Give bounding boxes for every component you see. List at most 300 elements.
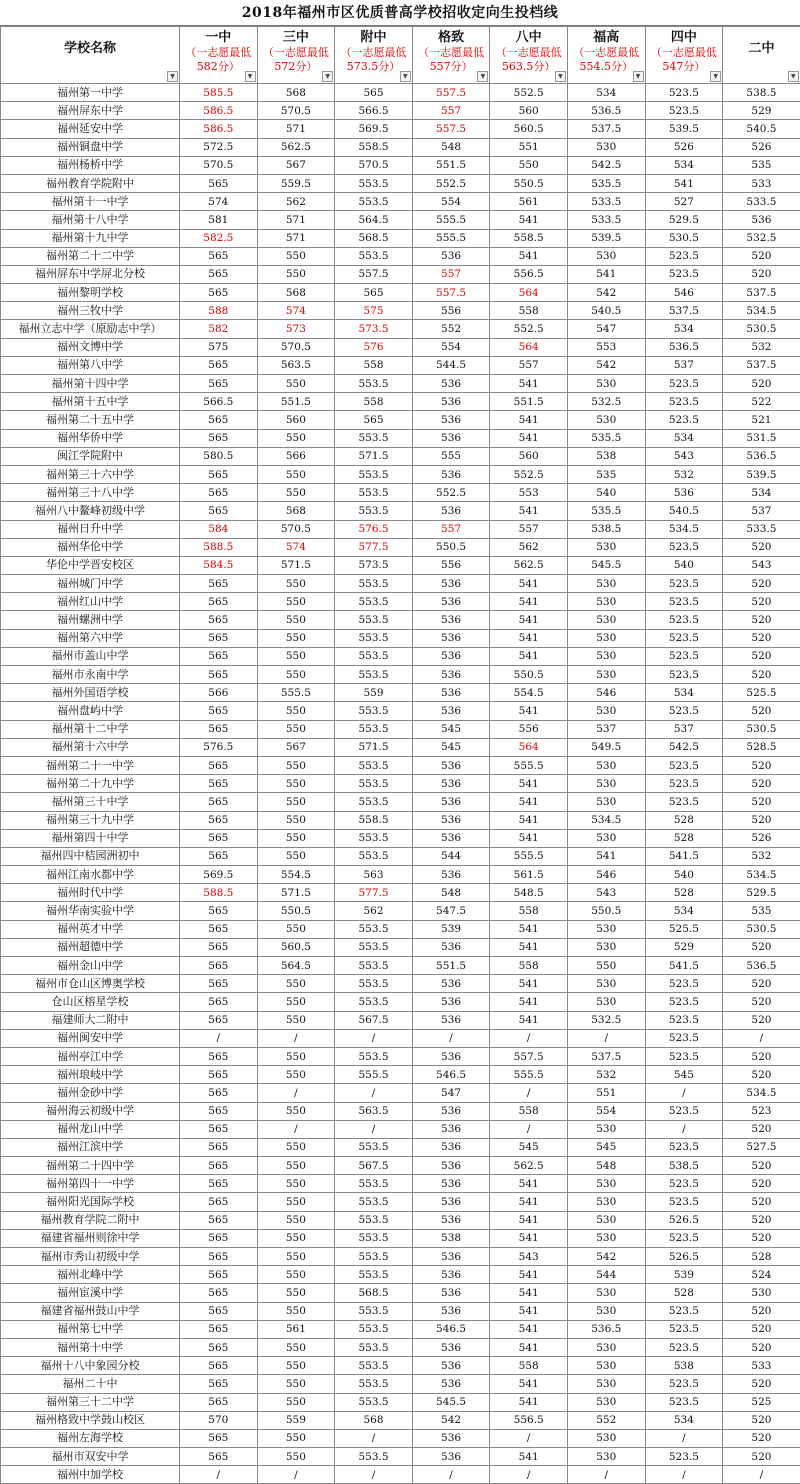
score-cell[interactable]: 553.5 <box>335 1266 413 1284</box>
score-cell[interactable]: 550 <box>257 593 335 611</box>
school-name-cell[interactable]: 福州第七中学 <box>1 1320 180 1338</box>
score-cell[interactable]: 537 <box>723 502 800 520</box>
score-cell[interactable]: 550 <box>257 1375 335 1393</box>
score-cell[interactable]: 523.5 <box>645 1375 723 1393</box>
score-cell[interactable]: 531.5 <box>723 429 800 447</box>
school-name-cell[interactable]: 福州文博中学 <box>1 338 180 356</box>
score-cell[interactable]: 541 <box>490 775 568 793</box>
school-name-cell[interactable]: 福州琅岐中学 <box>1 1066 180 1084</box>
score-cell[interactable]: 546.5 <box>412 1066 490 1084</box>
score-cell[interactable]: 561.5 <box>490 866 568 884</box>
school-name-cell[interactable]: 福州城门中学 <box>1 575 180 593</box>
score-cell[interactable]: 520 <box>723 647 800 665</box>
score-cell[interactable]: 541 <box>490 1393 568 1411</box>
score-cell[interactable]: 560 <box>490 102 568 120</box>
school-name-cell[interactable]: 福州海云初级中学 <box>1 1102 180 1120</box>
score-cell[interactable]: 546.5 <box>412 1320 490 1338</box>
score-cell[interactable]: 520 <box>723 1338 800 1356</box>
score-cell[interactable]: 553.5 <box>335 1193 413 1211</box>
school-name-cell[interactable]: 福州中加学校 <box>1 1466 180 1484</box>
score-cell[interactable]: 532 <box>645 465 723 483</box>
school-name-cell[interactable]: 福州第十一中学 <box>1 193 180 211</box>
score-cell[interactable]: 553.5 <box>335 720 413 738</box>
score-cell[interactable]: 520 <box>723 1193 800 1211</box>
school-name-cell[interactable]: 福州第三十八中学 <box>1 484 180 502</box>
school-name-cell[interactable]: 福州亭江中学 <box>1 1047 180 1065</box>
school-name-cell[interactable]: 福州螺洲中学 <box>1 611 180 629</box>
score-cell[interactable]: 540.5 <box>645 502 723 520</box>
score-cell[interactable]: 557 <box>490 356 568 374</box>
column-header-school[interactable] <box>1 27 180 84</box>
score-cell[interactable]: 573 <box>257 320 335 338</box>
score-cell[interactable]: 536 <box>412 702 490 720</box>
score-cell[interactable]: 522 <box>723 393 800 411</box>
score-cell[interactable]: 550 <box>257 756 335 774</box>
score-cell[interactable]: 553.5 <box>335 829 413 847</box>
score-cell[interactable]: 570.5 <box>257 102 335 120</box>
score-cell[interactable]: 534.5 <box>723 866 800 884</box>
score-cell[interactable]: 553.5 <box>335 957 413 975</box>
score-cell[interactable]: 536 <box>412 393 490 411</box>
score-cell[interactable]: 535.5 <box>567 174 645 192</box>
score-cell[interactable]: 553.5 <box>335 666 413 684</box>
score-cell[interactable]: 550 <box>257 1157 335 1175</box>
score-cell[interactable]: 538 <box>645 1357 723 1375</box>
column-header-1[interactable] <box>180 27 258 84</box>
score-cell[interactable]: 536 <box>412 575 490 593</box>
score-cell[interactable]: 553.5 <box>335 647 413 665</box>
score-cell[interactable]: 541 <box>490 375 568 393</box>
score-cell[interactable]: 520 <box>723 538 800 556</box>
school-name-cell[interactable]: 福州八中鳌峰初级中学 <box>1 502 180 520</box>
score-cell[interactable]: 523.5 <box>645 647 723 665</box>
score-cell[interactable]: 562 <box>257 193 335 211</box>
score-cell[interactable]: 530 <box>567 1429 645 1447</box>
score-cell[interactable]: 555 <box>412 447 490 465</box>
score-cell[interactable]: 536 <box>412 1011 490 1029</box>
score-cell[interactable]: 520 <box>723 793 800 811</box>
score-cell[interactable]: 567 <box>257 156 335 174</box>
score-cell[interactable]: 540 <box>567 484 645 502</box>
score-cell[interactable]: 550 <box>257 1011 335 1029</box>
score-cell[interactable]: 565 <box>180 1047 258 1065</box>
score-cell[interactable]: 565 <box>180 1138 258 1156</box>
score-cell[interactable]: 547 <box>567 320 645 338</box>
score-cell[interactable]: 562.5 <box>490 556 568 574</box>
score-cell[interactable]: 561 <box>257 1320 335 1338</box>
score-cell[interactable]: 565 <box>180 647 258 665</box>
score-cell[interactable]: / <box>412 1029 490 1047</box>
score-cell[interactable]: 536 <box>412 1375 490 1393</box>
school-name-cell[interactable]: 福州闽安中学 <box>1 1029 180 1047</box>
score-cell[interactable]: 586.5 <box>180 120 258 138</box>
score-cell[interactable]: 550 <box>257 429 335 447</box>
score-cell[interactable]: 574 <box>180 193 258 211</box>
score-cell[interactable]: 550 <box>257 1302 335 1320</box>
score-cell[interactable]: 532.5 <box>567 393 645 411</box>
score-cell[interactable]: 558 <box>490 902 568 920</box>
school-name-cell[interactable]: 福州龙山中学 <box>1 1120 180 1138</box>
score-cell[interactable]: 541 <box>490 411 568 429</box>
score-cell[interactable]: 530.5 <box>645 229 723 247</box>
score-cell[interactable]: 520 <box>723 975 800 993</box>
score-cell[interactable]: 532.5 <box>567 1011 645 1029</box>
score-cell[interactable]: 565 <box>180 575 258 593</box>
score-cell[interactable]: 536 <box>412 429 490 447</box>
school-name-cell[interactable]: 福州第二十四中学 <box>1 1157 180 1175</box>
score-cell[interactable]: 539.5 <box>723 465 800 483</box>
score-cell[interactable]: 548 <box>412 884 490 902</box>
score-cell[interactable]: 550 <box>257 1175 335 1193</box>
score-cell[interactable]: 520 <box>723 1320 800 1338</box>
score-cell[interactable]: 565 <box>180 775 258 793</box>
score-cell[interactable]: 553 <box>567 338 645 356</box>
score-cell[interactable]: 565 <box>180 938 258 956</box>
score-cell[interactable]: 550 <box>257 1429 335 1447</box>
score-cell[interactable]: 573.5 <box>335 556 413 574</box>
score-cell[interactable]: 523.5 <box>645 629 723 647</box>
score-cell[interactable]: 550 <box>257 1229 335 1247</box>
score-cell[interactable]: 536 <box>412 1175 490 1193</box>
score-cell[interactable]: 540 <box>645 556 723 574</box>
score-cell[interactable]: 530 <box>567 1448 645 1466</box>
filter-dropdown-icon[interactable]: ▼ <box>167 71 178 82</box>
score-cell[interactable]: 534 <box>645 429 723 447</box>
score-cell[interactable]: 523.5 <box>645 775 723 793</box>
score-cell[interactable]: 529 <box>723 102 800 120</box>
score-cell[interactable]: 550 <box>257 1211 335 1229</box>
score-cell[interactable]: 550.5 <box>412 538 490 556</box>
score-cell[interactable]: 558.5 <box>335 811 413 829</box>
score-cell[interactable]: 536 <box>412 1284 490 1302</box>
score-cell[interactable]: 541 <box>490 1211 568 1229</box>
score-cell[interactable]: 548 <box>412 138 490 156</box>
score-cell[interactable]: 550 <box>257 1393 335 1411</box>
score-cell[interactable]: 528 <box>645 811 723 829</box>
score-cell[interactable]: 565 <box>180 720 258 738</box>
score-cell[interactable]: 536.5 <box>567 102 645 120</box>
score-cell[interactable]: / <box>257 1120 335 1138</box>
score-cell[interactable]: 530 <box>567 575 645 593</box>
score-cell[interactable]: 553.5 <box>335 1248 413 1266</box>
score-cell[interactable]: 526.5 <box>645 1248 723 1266</box>
school-name-cell[interactable]: 福州宦溪中学 <box>1 1284 180 1302</box>
score-cell[interactable]: 537.5 <box>645 302 723 320</box>
score-cell[interactable]: 550 <box>257 375 335 393</box>
school-name-cell[interactable]: 福州第十九中学 <box>1 229 180 247</box>
score-cell[interactable]: 553.5 <box>335 575 413 593</box>
score-cell[interactable]: 525.5 <box>645 920 723 938</box>
score-cell[interactable]: 565 <box>180 1429 258 1447</box>
score-cell[interactable]: 565 <box>180 1229 258 1247</box>
school-name-cell[interactable]: 福州市仓山区博奥学校 <box>1 975 180 993</box>
score-cell[interactable]: 530 <box>567 666 645 684</box>
score-cell[interactable]: 541 <box>490 593 568 611</box>
score-cell[interactable]: 540.5 <box>723 120 800 138</box>
score-cell[interactable]: 537.5 <box>567 120 645 138</box>
score-cell[interactable]: / <box>257 1084 335 1102</box>
score-cell[interactable]: 565 <box>180 1120 258 1138</box>
score-cell[interactable]: 581 <box>180 211 258 229</box>
score-cell[interactable]: / <box>490 1029 568 1047</box>
score-cell[interactable]: 565 <box>180 1193 258 1211</box>
school-name-cell[interactable]: 福州铜盘中学 <box>1 138 180 156</box>
score-cell[interactable]: 565 <box>180 811 258 829</box>
score-cell[interactable]: / <box>723 1029 800 1047</box>
score-cell[interactable]: 526 <box>645 138 723 156</box>
score-cell[interactable]: 520 <box>723 375 800 393</box>
score-cell[interactable]: 565 <box>180 1248 258 1266</box>
score-cell[interactable]: / <box>490 1466 568 1484</box>
score-cell[interactable]: 530 <box>567 1302 645 1320</box>
score-cell[interactable]: 564.5 <box>335 211 413 229</box>
score-cell[interactable]: 565 <box>180 793 258 811</box>
score-cell[interactable]: 523.5 <box>645 1029 723 1047</box>
score-cell[interactable]: 550 <box>257 920 335 938</box>
score-cell[interactable]: 530 <box>567 593 645 611</box>
score-cell[interactable]: / <box>257 1029 335 1047</box>
score-cell[interactable]: 551 <box>567 1084 645 1102</box>
score-cell[interactable]: 544 <box>567 1266 645 1284</box>
score-cell[interactable]: 550 <box>257 611 335 629</box>
filter-dropdown-icon[interactable]: ▼ <box>788 71 799 82</box>
score-cell[interactable]: 536 <box>412 938 490 956</box>
school-name-cell[interactable]: 福建师大二附中 <box>1 1011 180 1029</box>
school-name-cell[interactable]: 福州第四十一中学 <box>1 1175 180 1193</box>
filter-dropdown-icon[interactable]: ▼ <box>477 71 488 82</box>
score-cell[interactable]: 536 <box>412 1302 490 1320</box>
score-cell[interactable]: 536 <box>412 465 490 483</box>
score-cell[interactable]: 535 <box>723 902 800 920</box>
school-name-cell[interactable]: 福州金山中学 <box>1 957 180 975</box>
score-cell[interactable]: 521 <box>723 411 800 429</box>
score-cell[interactable]: 557 <box>412 520 490 538</box>
score-cell[interactable]: 541.5 <box>645 847 723 865</box>
score-cell[interactable]: 536 <box>412 684 490 702</box>
score-cell[interactable]: 536 <box>412 1448 490 1466</box>
score-cell[interactable]: 553.5 <box>335 375 413 393</box>
score-cell[interactable]: 537 <box>645 356 723 374</box>
score-cell[interactable]: 573.5 <box>335 320 413 338</box>
score-cell[interactable]: 550 <box>257 702 335 720</box>
score-cell[interactable]: 565 <box>180 1102 258 1120</box>
score-cell[interactable]: 523.5 <box>645 84 723 102</box>
score-cell[interactable]: 523.5 <box>645 1302 723 1320</box>
score-cell[interactable]: 564.5 <box>257 957 335 975</box>
score-cell[interactable]: 523.5 <box>645 102 723 120</box>
score-cell[interactable]: 557.5 <box>490 1047 568 1065</box>
score-cell[interactable]: 566.5 <box>335 102 413 120</box>
score-cell[interactable]: 554.5 <box>490 684 568 702</box>
score-cell[interactable]: 550 <box>257 484 335 502</box>
score-cell[interactable]: 543 <box>567 884 645 902</box>
score-cell[interactable]: 523.5 <box>645 1193 723 1211</box>
score-cell[interactable]: 534 <box>645 902 723 920</box>
score-cell[interactable]: 530 <box>567 829 645 847</box>
score-cell[interactable]: 535 <box>567 465 645 483</box>
score-cell[interactable]: 520 <box>723 611 800 629</box>
score-cell[interactable]: 541 <box>490 1193 568 1211</box>
score-cell[interactable]: 529.5 <box>645 211 723 229</box>
score-cell[interactable]: 550 <box>257 465 335 483</box>
score-cell[interactable]: 552 <box>412 320 490 338</box>
score-cell[interactable]: 541 <box>490 629 568 647</box>
school-name-cell[interactable]: 福州盘屿中学 <box>1 702 180 720</box>
score-cell[interactable]: 530 <box>567 920 645 938</box>
school-name-cell[interactable]: 福州市秀山初级中学 <box>1 1248 180 1266</box>
score-cell[interactable]: 542 <box>567 1248 645 1266</box>
score-cell[interactable]: 565 <box>180 1338 258 1356</box>
score-cell[interactable]: 565 <box>180 975 258 993</box>
score-cell[interactable]: 560 <box>257 411 335 429</box>
school-name-cell[interactable]: 福州第三十六中学 <box>1 465 180 483</box>
score-cell[interactable]: 545.5 <box>567 556 645 574</box>
score-cell[interactable]: 588.5 <box>180 538 258 556</box>
score-cell[interactable]: 566 <box>180 684 258 702</box>
column-header-7[interactable] <box>645 27 723 84</box>
score-cell[interactable]: 523.5 <box>645 1320 723 1338</box>
score-cell[interactable]: 565 <box>180 356 258 374</box>
score-cell[interactable]: 541 <box>490 247 568 265</box>
score-cell[interactable]: 584 <box>180 520 258 538</box>
school-name-cell[interactable]: 福州延安中学 <box>1 120 180 138</box>
school-name-cell[interactable]: 福州立志中学（原励志中学） <box>1 320 180 338</box>
score-cell[interactable]: 538.5 <box>567 520 645 538</box>
score-cell[interactable]: 542 <box>412 1411 490 1429</box>
score-cell[interactable]: 530 <box>567 793 645 811</box>
score-cell[interactable]: 553.5 <box>335 1393 413 1411</box>
score-cell[interactable]: 546 <box>645 284 723 302</box>
school-name-cell[interactable]: 福州市盖山中学 <box>1 647 180 665</box>
score-cell[interactable]: 565 <box>335 84 413 102</box>
score-cell[interactable]: 550 <box>257 775 335 793</box>
score-cell[interactable]: 556 <box>490 720 568 738</box>
school-name-cell[interactable]: 福州江南水都中学 <box>1 866 180 884</box>
score-cell[interactable]: 527.5 <box>723 1138 800 1156</box>
score-cell[interactable]: 534.5 <box>645 520 723 538</box>
score-cell[interactable]: 523.5 <box>645 993 723 1011</box>
school-name-cell[interactable]: 福州英才中学 <box>1 920 180 938</box>
score-cell[interactable]: 523.5 <box>645 1011 723 1029</box>
score-cell[interactable]: 534 <box>645 156 723 174</box>
score-cell[interactable]: 532 <box>723 338 800 356</box>
score-cell[interactable]: 536 <box>412 611 490 629</box>
score-cell[interactable]: 550 <box>257 1066 335 1084</box>
score-cell[interactable]: 550 <box>257 1138 335 1156</box>
score-cell[interactable]: 520 <box>723 1375 800 1393</box>
school-name-cell[interactable]: 福州屏东中学 <box>1 102 180 120</box>
score-cell[interactable]: 588.5 <box>180 884 258 902</box>
score-cell[interactable]: 530 <box>567 375 645 393</box>
score-cell[interactable]: 553.5 <box>335 465 413 483</box>
score-cell[interactable]: 541 <box>490 429 568 447</box>
score-cell[interactable]: 565 <box>180 1266 258 1284</box>
score-cell[interactable]: 530 <box>567 538 645 556</box>
score-cell[interactable]: 546 <box>567 684 645 702</box>
filter-dropdown-icon[interactable]: ▼ <box>400 71 411 82</box>
score-cell[interactable]: 567.5 <box>335 1157 413 1175</box>
score-cell[interactable]: 553.5 <box>335 975 413 993</box>
score-cell[interactable]: 571.5 <box>335 738 413 756</box>
score-cell[interactable]: 530 <box>567 1193 645 1211</box>
score-cell[interactable]: 549.5 <box>567 738 645 756</box>
score-cell[interactable]: 541 <box>490 702 568 720</box>
score-cell[interactable]: 550 <box>567 957 645 975</box>
score-cell[interactable]: 525 <box>723 1393 800 1411</box>
score-cell[interactable]: 538.5 <box>645 1157 723 1175</box>
score-cell[interactable]: 550 <box>257 1284 335 1302</box>
score-cell[interactable]: 585.5 <box>180 84 258 102</box>
score-cell[interactable]: 565 <box>180 484 258 502</box>
score-cell[interactable]: 530 <box>567 975 645 993</box>
score-cell[interactable]: 565 <box>180 265 258 283</box>
score-cell[interactable]: 553.5 <box>335 629 413 647</box>
school-name-cell[interactable]: 闽江学院附中 <box>1 447 180 465</box>
score-cell[interactable]: 565 <box>180 1302 258 1320</box>
score-cell[interactable]: 550 <box>257 647 335 665</box>
score-cell[interactable]: 530 <box>567 138 645 156</box>
score-cell[interactable]: 564 <box>490 738 568 756</box>
score-cell[interactable]: 562 <box>490 538 568 556</box>
score-cell[interactable]: 552.5 <box>412 174 490 192</box>
school-name-cell[interactable]: 福州华伦中学 <box>1 538 180 556</box>
score-cell[interactable]: 541 <box>490 1229 568 1247</box>
score-cell[interactable]: 523.5 <box>645 1338 723 1356</box>
score-cell[interactable]: 545 <box>567 1138 645 1156</box>
score-cell[interactable]: 557.5 <box>412 84 490 102</box>
school-name-cell[interactable]: 福州第十中学 <box>1 1338 180 1356</box>
score-cell[interactable]: 550 <box>257 1448 335 1466</box>
score-cell[interactable]: 552.5 <box>412 484 490 502</box>
school-name-cell[interactable]: 福州教育学院附中 <box>1 174 180 192</box>
score-cell[interactable]: 520 <box>723 702 800 720</box>
score-cell[interactable]: 547.5 <box>412 902 490 920</box>
score-cell[interactable]: 541 <box>567 847 645 865</box>
score-cell[interactable]: 550.5 <box>257 902 335 920</box>
school-name-cell[interactable]: 福州第十四中学 <box>1 375 180 393</box>
score-cell[interactable]: 541 <box>490 1175 568 1193</box>
score-cell[interactable]: 555.5 <box>490 847 568 865</box>
score-cell[interactable]: 555.5 <box>412 211 490 229</box>
score-cell[interactable]: 541 <box>490 575 568 593</box>
score-cell[interactable]: 523.5 <box>645 756 723 774</box>
score-cell[interactable]: 541 <box>490 1375 568 1393</box>
score-cell[interactable]: 565 <box>180 247 258 265</box>
score-cell[interactable]: 537 <box>645 720 723 738</box>
score-cell[interactable]: 545 <box>490 1138 568 1156</box>
score-cell[interactable]: 530 <box>567 993 645 1011</box>
score-cell[interactable]: 565 <box>180 1175 258 1193</box>
score-cell[interactable]: 558 <box>490 957 568 975</box>
school-name-cell[interactable]: 福州第二十二中学 <box>1 247 180 265</box>
score-cell[interactable]: 568.5 <box>335 1284 413 1302</box>
score-cell[interactable]: 536 <box>412 647 490 665</box>
school-name-cell[interactable]: 福州超德中学 <box>1 938 180 956</box>
score-cell[interactable]: 539 <box>645 1266 723 1284</box>
score-cell[interactable]: 536 <box>412 502 490 520</box>
score-cell[interactable]: 536.5 <box>723 957 800 975</box>
score-cell[interactable]: 553.5 <box>335 193 413 211</box>
score-cell[interactable]: 570 <box>180 1411 258 1429</box>
score-cell[interactable]: / <box>567 1466 645 1484</box>
school-name-cell[interactable]: 福州时代中学 <box>1 884 180 902</box>
score-cell[interactable]: / <box>335 1029 413 1047</box>
score-cell[interactable]: 532 <box>723 847 800 865</box>
score-cell[interactable]: 538 <box>412 1229 490 1247</box>
score-cell[interactable]: 520 <box>723 1066 800 1084</box>
score-cell[interactable]: 572.5 <box>180 138 258 156</box>
school-name-cell[interactable]: 福州黎明学校 <box>1 284 180 302</box>
